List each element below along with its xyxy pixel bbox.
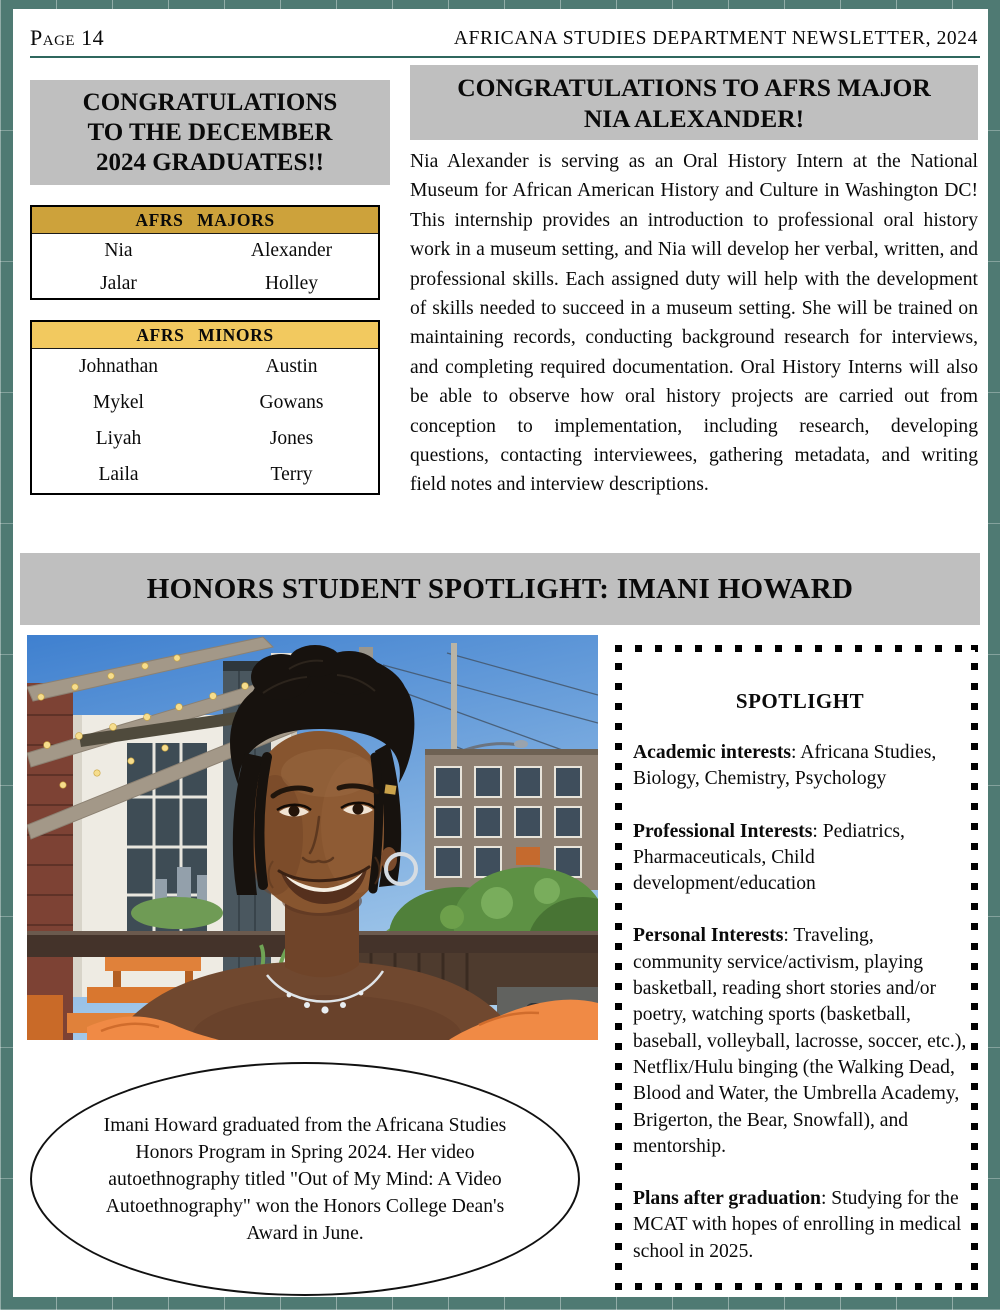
spotlight-section: Personal Interests: Traveling, community service/activism, playing basketball, reading short stories and/or poetry, watching sports (basketball, baseball, volleyball, lacrosse, soccer, etc.), Netflix/Hulu binging (the Walking Dead, Blood and Water, the Umbrella Academy, Brigerton, the Bear, Snowfall), and mentorship. [633, 925, 967, 1157]
table-row [32, 385, 378, 421]
table-row [32, 267, 378, 300]
spotlight-title: SPOTLIGHT [735, 689, 865, 713]
table-row [32, 421, 378, 457]
dotted-border-right [971, 645, 978, 1290]
table-cell: Austin [265, 356, 318, 377]
nia-article-body: Nia Alexander is serving as an Oral History Intern at the National Museum for African American History and Culture in Washington DC! This internship provides an introduction to professional oral history work in a museum setting, and Nia will develop her verbal, written, and professional skills. Each assigned duty will help with the development of skills needed to succeed in a museum setting. She will be trained on maintaining records, conducting background research for interviews, and completing required documentation. Oral History Interns will also be able to observe how oral history projects are carried out from conception to implementation, including research, developing questions, contacting interviewees, gathering metadata, and writing field notes and interview descriptions. [410, 151, 978, 496]
table-cell: Nia [104, 239, 133, 261]
table-cell: Johnathan [78, 356, 159, 377]
table-row [32, 349, 378, 385]
graduates-heading-banner [30, 80, 390, 185]
page-number: Page 14 [30, 25, 105, 50]
spotlight-section-banner [20, 553, 980, 625]
header-rule [30, 56, 980, 58]
spotlight-box [615, 645, 978, 1290]
brick-building [27, 683, 73, 1040]
nia-article-heading: CONGRATULATIONS TO AFRS MAJOR NIA ALEXANDER! [457, 72, 931, 133]
table-cell: Laila [98, 464, 139, 485]
table-cell: Jones [269, 428, 314, 449]
table-cell: Liyah [95, 428, 142, 449]
minors-table-header: AFRS MINORS [32, 322, 378, 349]
spotlight-sections [633, 740, 967, 1265]
minors-table-rows [32, 349, 378, 493]
table-cell: Alexander [250, 239, 333, 261]
spotlight-section: Plans after graduation: Studying for the MCAT with hopes of enrolling in medical school in 2025. [633, 1188, 962, 1262]
table-cell: Mykel [93, 392, 144, 413]
spotlight-section: Academic interests: Africana Studies, Biology, Chemistry, Psychology [633, 742, 937, 790]
spotlight-content [633, 645, 967, 1265]
student-photo-illustration [27, 635, 598, 1040]
table-row [32, 457, 378, 493]
dotted-border-left [615, 645, 622, 1290]
dotted-border-bottom [615, 1283, 978, 1290]
minors-table [30, 320, 380, 495]
majors-table-rows [32, 234, 378, 300]
table-cell: Terry [270, 464, 313, 485]
caption-text: Imani Howard graduated from the Africana Studies Honors Program in Spring 2024. Her video autoethnography titled "Out of My Mind: A Video Autoethnography" won the Honors College Dean's Award in June. [103, 1114, 507, 1244]
spotlight-section: Professional Interests: Pediatrics, Pharmaceuticals, Child development/education [633, 820, 905, 895]
table-cell: Gowans [259, 392, 324, 413]
graduates-heading: CONGRATULATIONS TO THE DECEMBER 2024 GRADUATES!! [82, 88, 338, 176]
student-photo [27, 635, 598, 1040]
majors-table-header: AFRS MAJORS [32, 207, 378, 234]
majors-table [30, 205, 380, 300]
spotlight-banner-text: HONORS STUDENT SPOTLIGHT: IMANI HOWARD [146, 572, 854, 605]
caption-oval [30, 1062, 580, 1296]
utility-pole [451, 643, 457, 765]
newsletter-title: AFRICANA STUDIES DEPARTMENT NEWSLETTER, 2024 [453, 28, 978, 49]
nia-article-heading-banner [410, 65, 978, 140]
table-cell: Holley [264, 272, 319, 294]
newsletter-page [13, 9, 988, 1297]
table-row [32, 234, 378, 267]
table-cell: Jalar [100, 272, 137, 294]
